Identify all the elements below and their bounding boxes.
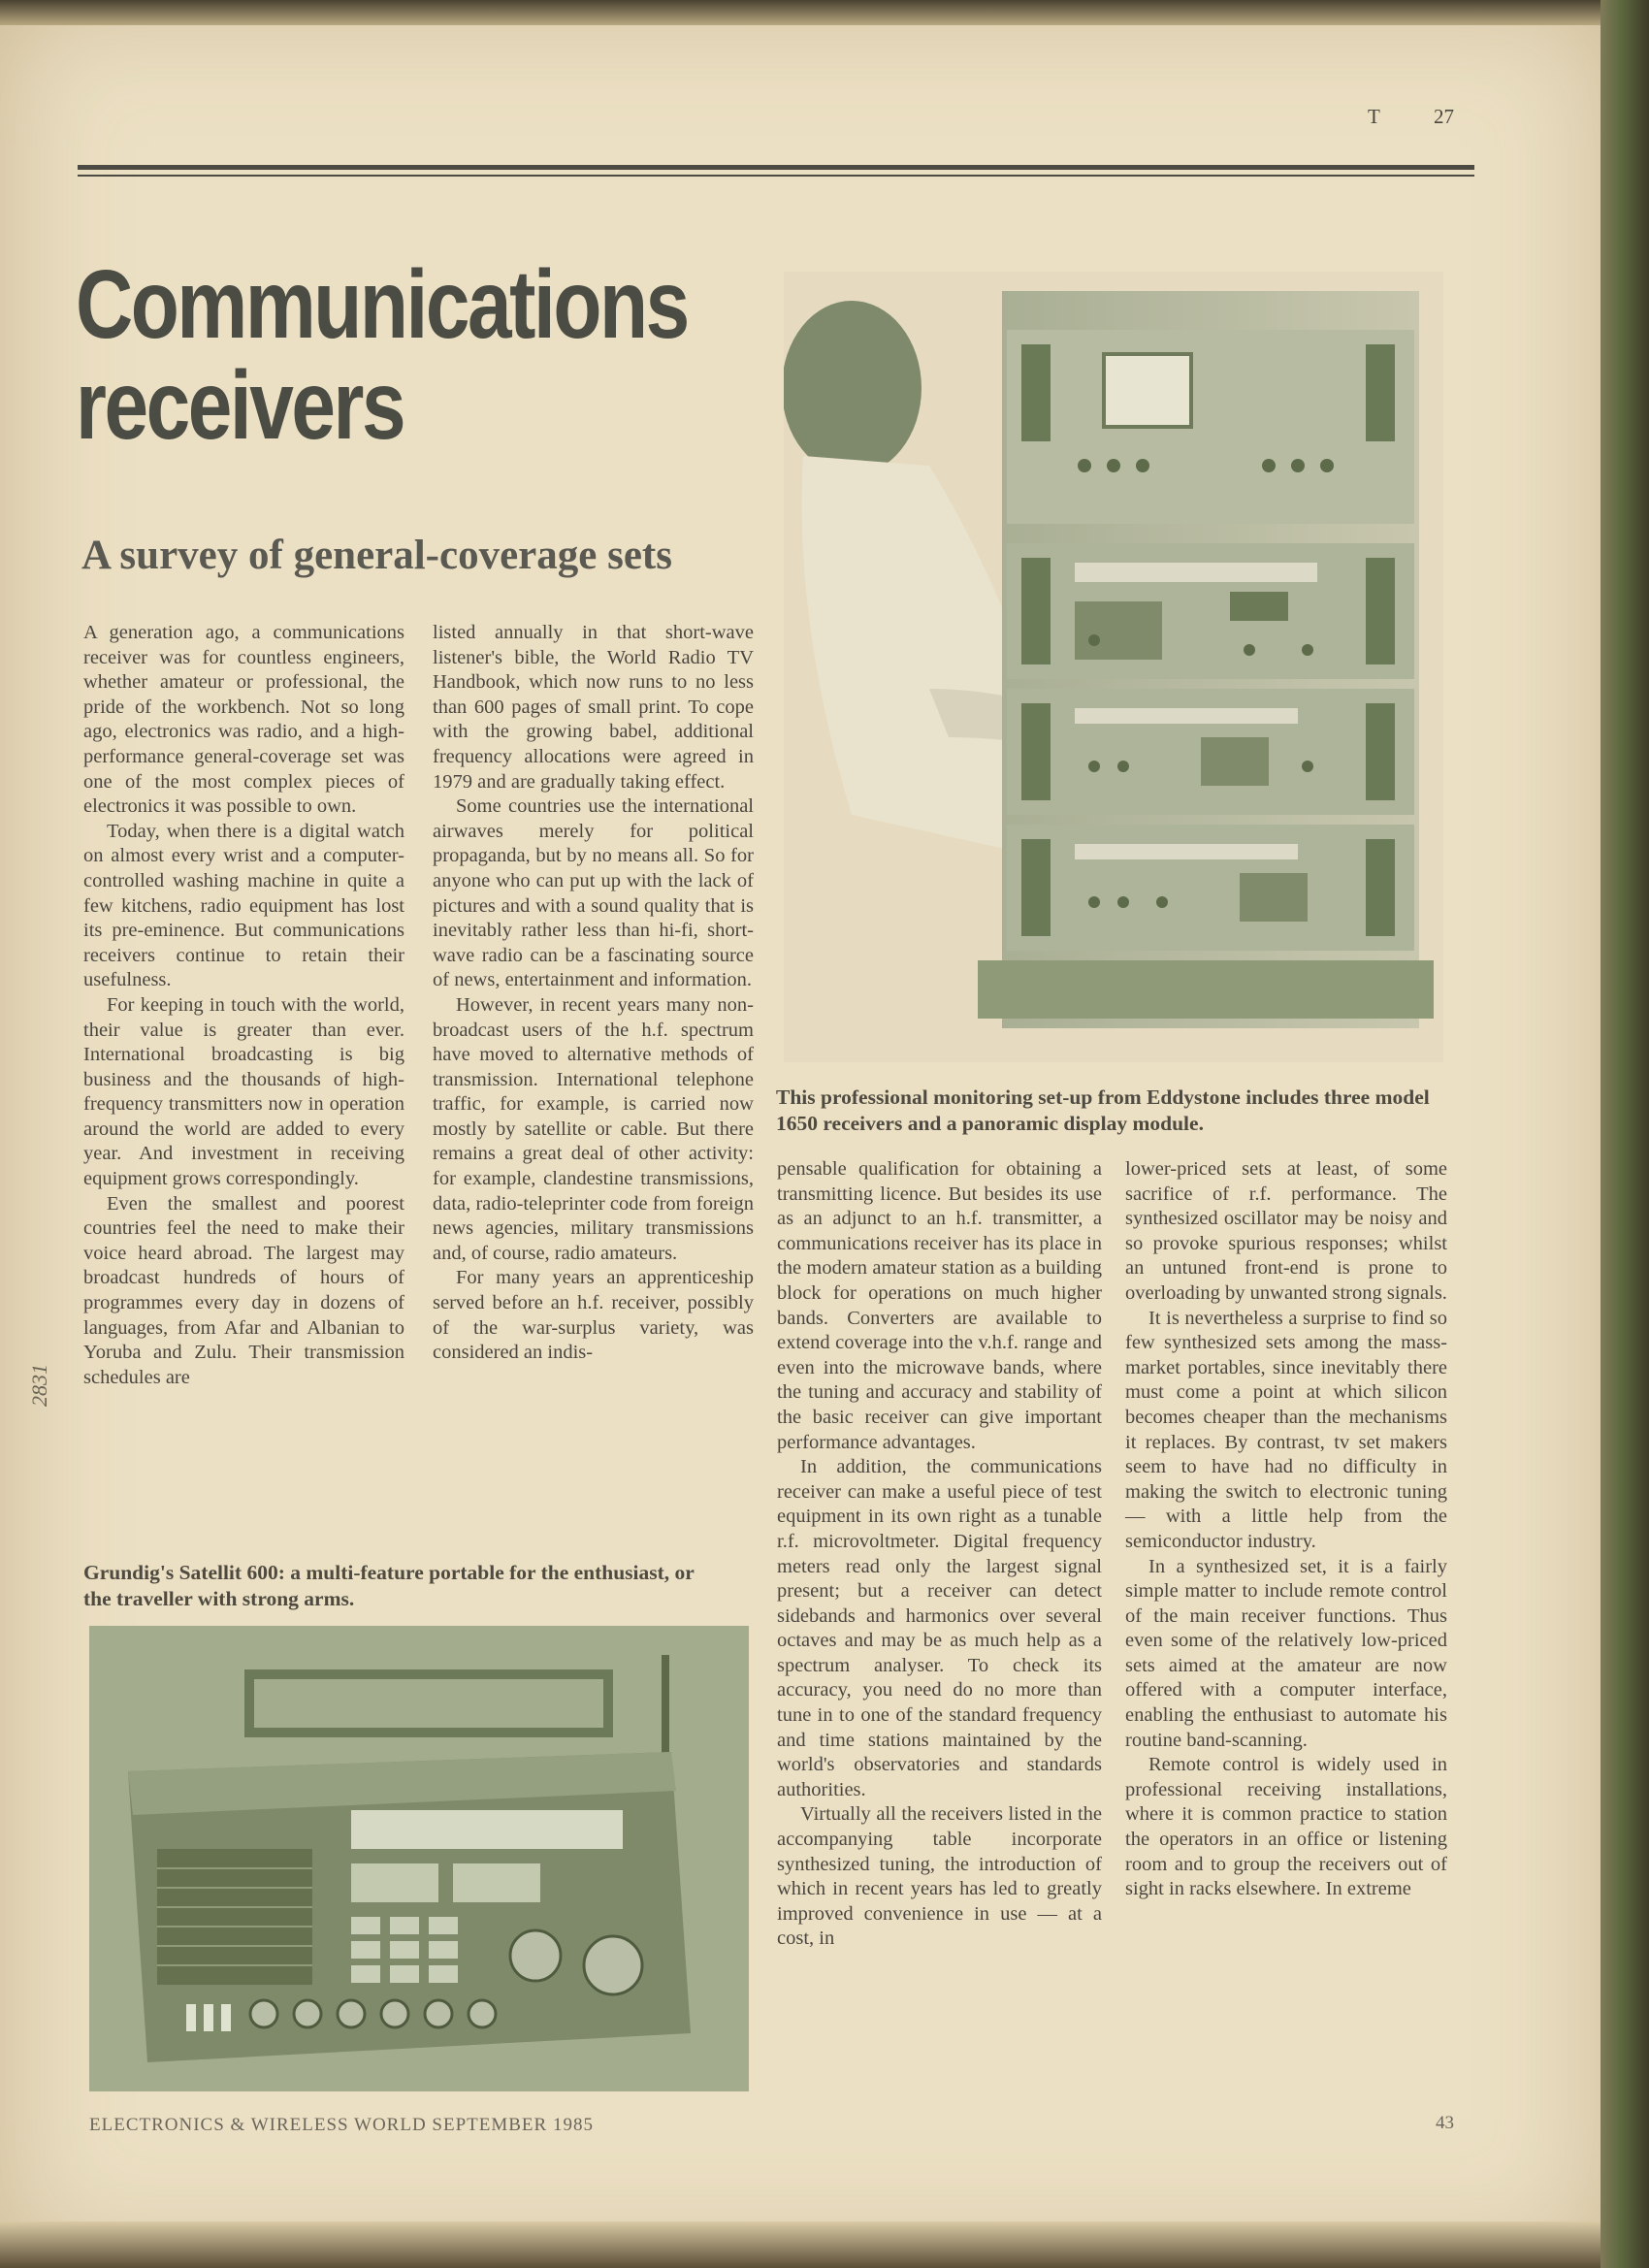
page-top-edge	[0, 0, 1608, 25]
page-bottom-edge	[0, 2221, 1608, 2268]
paragraph: For many years an apprenticeship served before an h.f. receiver, possibly of the war-surplus variety, was considered an indis-	[433, 1267, 754, 1364]
paragraph: In addition, the communications receiver can make a useful piece of test equipment in its own right as a tunable r.f. microvoltmeter. Digital frequency meters read only the largest signal present; but a receiver can detect sidebands and harmonics over several octaves and may be as much help as a spectrum analyser. To check its accuracy, you need do no more than tune in to one of the standard frequency and time stations maintained by the world's observatories and standards authorities.	[777, 1456, 1102, 1800]
paragraph: It is nevertheless a surprise to find so few synthesized sets among the mass-market portables, since inevitably there must come a point at which silicon becomes cheaper than the mechanisms it replaces. By contrast, tv set makers seem to have had no difficulty in making the switch to electronic tuning — with a little help from the semiconductor industry.	[1125, 1307, 1447, 1552]
article-title	[76, 250, 688, 460]
eddystone-caption: This professional monitoring set-up from Eddystone includes three model 1650 receivers and a panoramic display module.	[776, 1085, 1430, 1135]
section-mark: T	[1368, 105, 1384, 128]
grundig-caption: Grundig's Satellit 600: a multi-feature portable for the enthusiast, or the traveller with strong arms.	[83, 1561, 695, 1610]
header-rule-thin	[78, 175, 1474, 177]
paragraph: pensable qualification for obtaining a transmitting licence. But besides its use as an adjunct to an h.f. transmitter, a communications receiver has its place in the modern amateur station as a building block for operations on much higher bands. Converters are available to extend coverage into the v.h.f. range and even into the microwave bands, where the tuning and accuracy and stability of the basic receiver can give important performance advantages.	[777, 1158, 1102, 1453]
paragraph: Today, when there is a digital watch on almost every wrist and a computer-controlled washing machine in quite a few kitchens, radio equipment has lost its pre-eminence. But communications receivers continue to retain their usefulness.	[83, 820, 404, 991]
grundig-photo	[89, 1626, 749, 2091]
article-column-3	[777, 1157, 1102, 1952]
article-subtitle: A survey of general-coverage sets	[81, 533, 672, 578]
paragraph: However, in recent years many non-broadcast users of the h.f. spectrum have moved to alternative methods of transmission. International telephone traffic, for example, is carried now mostly by satellite or cable. But there remains a great deal of other activity: for example, clandestine transmissions, data, radio-teleprinter code from foreign news agencies, military transmissions and, of course, radio amateurs.	[433, 993, 754, 1264]
paragraph: In a synthesized set, it is a fairly simple matter to include remote control of the main receiver functions. Thus even some of the relatively low-priced sets aimed at the amateur are now offered with a computer interface, enabling the enthusiast to automate his routine band-scanning.	[1125, 1555, 1447, 1751]
margin-handwritten-note: 2831	[27, 1364, 51, 1407]
binder-edge	[1600, 0, 1649, 2268]
paragraph: lower-priced sets at least, of some sacrifice of r.f. performance. The synthesized oscillator may be noisy and so provoke spurious responses; whilst an untuned front-end is prone to overloading by unwanted strong signals.	[1125, 1158, 1447, 1304]
title-line-2: receivers	[76, 351, 404, 460]
paragraph: Remote control is widely used in professional receiving installations, where it is common practice to station the operators in an office or listening room and to group the receivers out of sight in racks elsewhere. In extreme	[1125, 1754, 1447, 1900]
paragraph: listed annually in that short-wave listener's bible, the World Radio TV Handbook, which now runs to no less than 600 pages of small print. To cope with the growing babel, additional frequency allocations were agreed in 1979 and are gradually taking effect.	[433, 622, 754, 793]
article-column-2	[433, 621, 754, 1366]
paragraph: Even the smallest and poorest countries feel the need to make their voice heard abroad. The largest may broadcast hundreds of hours of programmes every day in dozens of languages, from Afar and Albanian to Yoruba and Zulu. Their transmission schedules are	[83, 1192, 404, 1388]
article-column-4	[1125, 1157, 1447, 1902]
footer-page-number: 43	[1436, 2113, 1454, 2133]
eddystone-photo	[784, 272, 1443, 1062]
page-number-top: 27	[1434, 105, 1454, 128]
header-rule	[78, 165, 1474, 170]
footer-publication: ELECTRONICS & WIRELESS WORLD SEPTEMBER 1985	[89, 2115, 594, 2135]
article-column-1	[83, 621, 404, 1390]
paragraph: For keeping in touch with the world, their value is greater than ever. International broadcasting is big business and the thousands of high-frequency transmitters now in operation around the world are added to every year. And investment in receiving equipment grows correspondingly.	[83, 993, 404, 1190]
paragraph: Virtually all the receivers listed in the accompanying table incorporate synthesized tuning, the introduction of which in recent years has led to greatly improved convenience in use — at a cost, in	[777, 1803, 1102, 1950]
paragraph: A generation ago, a communications receiver was for countless engineers, whether amateur or professional, the pride of the workbench. Not so long ago, electronics was radio, and a high-performance general-coverage set was one of the most complex pieces of electronics it was possible to own.	[83, 622, 404, 818]
title-line-1: Communications	[76, 250, 688, 359]
paragraph: Some countries use the international airwaves merely for political propaganda, but by no means all. So for anyone who can put up with the lack of pictures and with a sound quality that is inevitably rather less than hi-fi, short-wave radio can be a fascinating source of news, entertainment and information.	[433, 795, 754, 991]
